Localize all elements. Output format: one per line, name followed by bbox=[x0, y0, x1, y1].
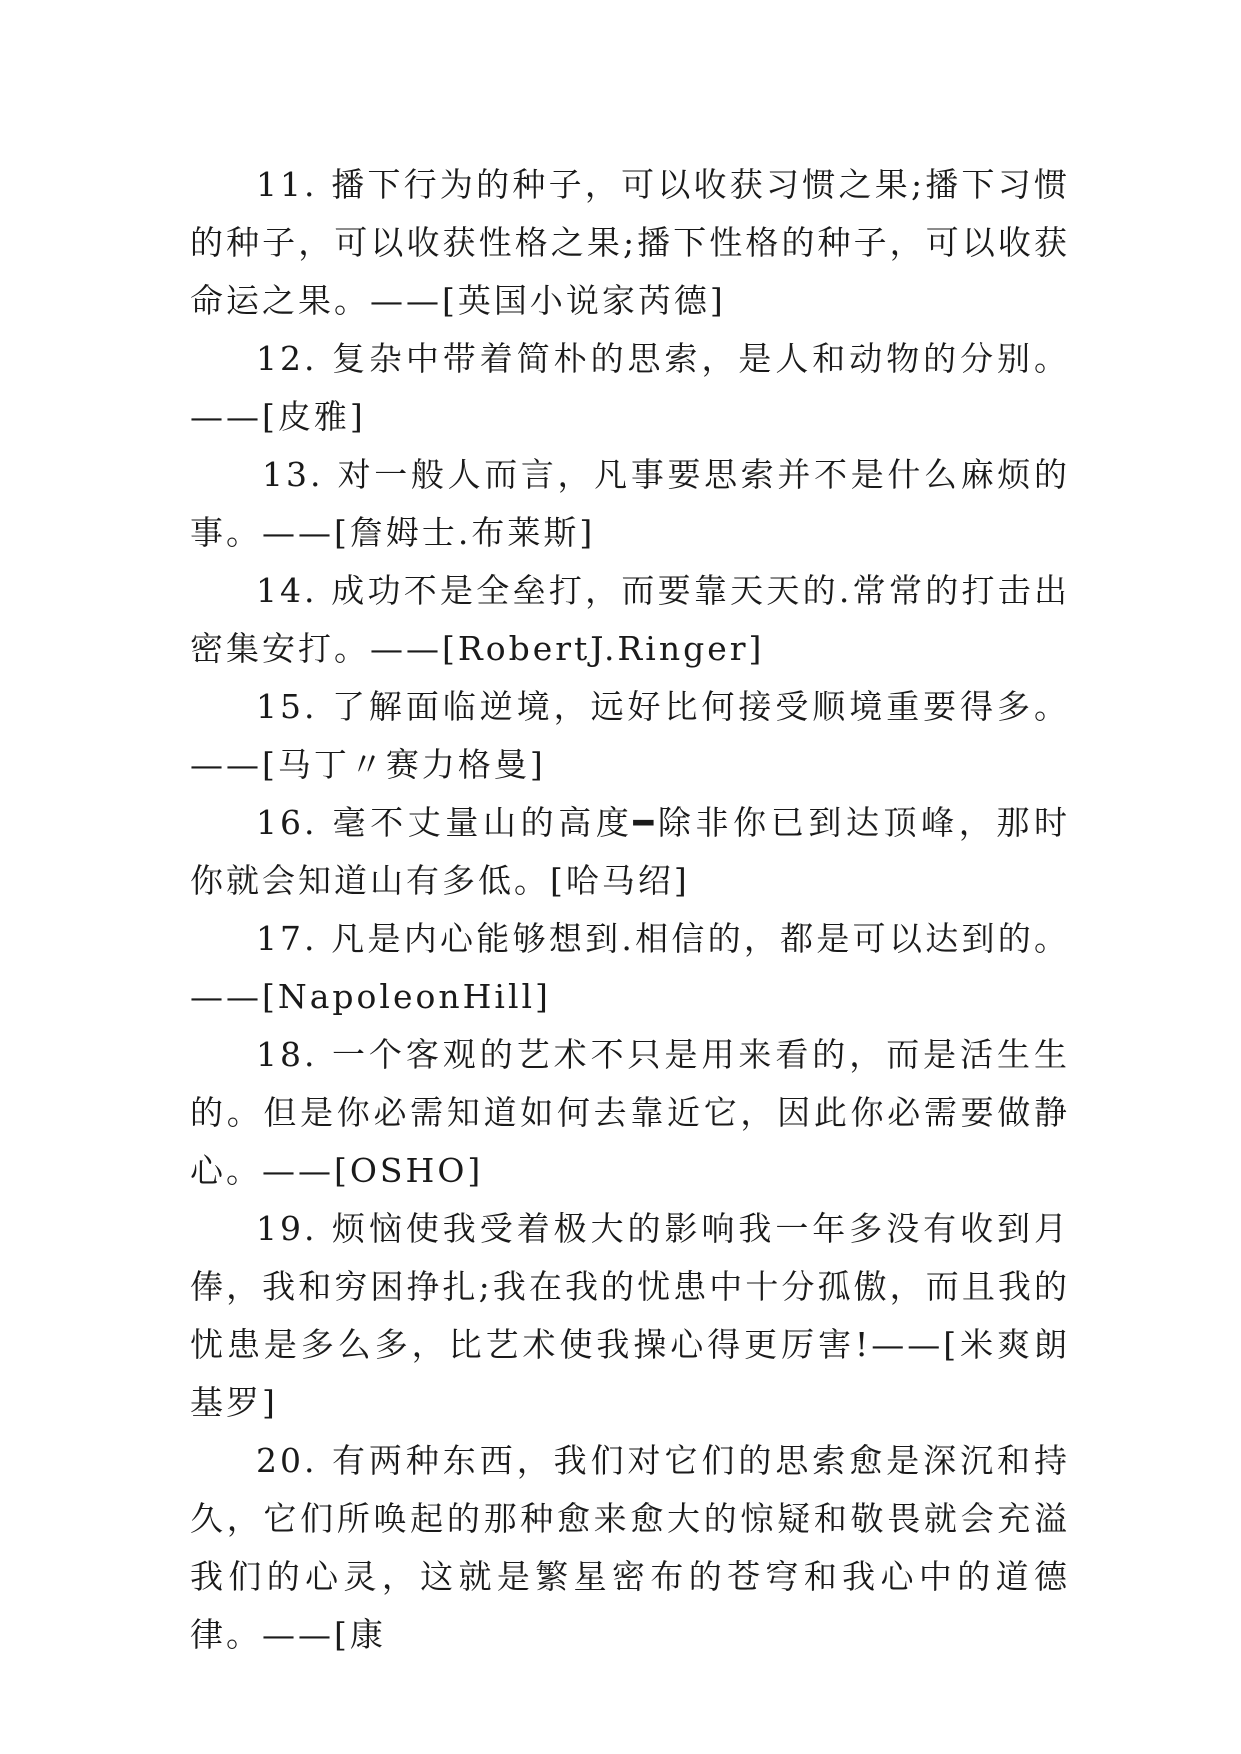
quote-number: 20. bbox=[256, 1441, 318, 1480]
quote-text: 复杂中带着简朴的思索，是人和动物的分别。——[皮雅] bbox=[190, 339, 1071, 436]
quote-15 bbox=[190, 678, 1070, 794]
quote-text: 有两种东西，我们对它们的思索愈是深沉和持久，它们所唤起的那种愈来愈大的惊疑和敬畏就会充溢我们的心灵，这就是繁星密布的苍穹和我心中的道德律。——[康 bbox=[190, 1441, 1071, 1654]
quote-20 bbox=[190, 1432, 1070, 1664]
quote-12 bbox=[190, 330, 1070, 446]
quote-11 bbox=[190, 156, 1070, 330]
quote-18 bbox=[190, 1026, 1070, 1200]
quote-text: 成功不是全垒打，而要靠天天的.常常的打击出密集安打。——[RobertJ.Ringer] bbox=[190, 571, 1070, 668]
quote-number: 19. bbox=[256, 1209, 318, 1248]
quote-text: 对一般人而言，凡事要思索并不是什么麻烦的事。——[詹姆士.布莱斯] bbox=[190, 455, 1070, 552]
quote-number: 18. bbox=[256, 1035, 318, 1074]
quote-text: 了解面临逆境，远好比何接受顺境重要得多。——[马丁〃赛力格曼] bbox=[190, 687, 1071, 784]
quote-number: 15. bbox=[256, 687, 318, 726]
quote-text: 一个客观的艺术不只是用来看的，而是活生生的。但是你必需知道如何去靠近它，因此你必需要做静心。——[OSHO] bbox=[190, 1035, 1071, 1190]
quote-text: 播下行为的种子，可以收获习惯之果;播下习惯的种子，可以收获性格之果;播下性格的种子，可以收获命运之果。——[英国小说家芮德] bbox=[190, 165, 1070, 320]
quote-13 bbox=[190, 446, 1070, 562]
quote-list bbox=[190, 156, 1070, 1664]
quote-number: 11. bbox=[256, 165, 318, 204]
quote-number: 13. bbox=[262, 455, 324, 494]
quote-number: 14. bbox=[256, 571, 318, 610]
quote-16 bbox=[190, 794, 1070, 910]
quote-17 bbox=[190, 910, 1070, 1026]
quote-number: 16. bbox=[256, 803, 318, 842]
quote-14 bbox=[190, 562, 1070, 678]
quote-number: 12. bbox=[256, 339, 318, 378]
quote-number: 17. bbox=[256, 919, 318, 958]
quote-text: 凡是内心能够想到.相信的，都是可以达到的。——[NapoleonHill] bbox=[190, 919, 1070, 1016]
quote-text: 烦恼使我受着极大的影响我一年多没有收到月俸，我和穷困挣扎;我在我的忧患中十分孤傲，而且我的忧患是多么多，比艺术使我操心得更厉害!——[米爽朗基罗] bbox=[190, 1209, 1071, 1422]
quote-text: 毫不丈量山的高度━除非你已到达顶峰，那时你就会知道山有多低。[哈马绍] bbox=[190, 803, 1070, 900]
quote-19 bbox=[190, 1200, 1070, 1432]
